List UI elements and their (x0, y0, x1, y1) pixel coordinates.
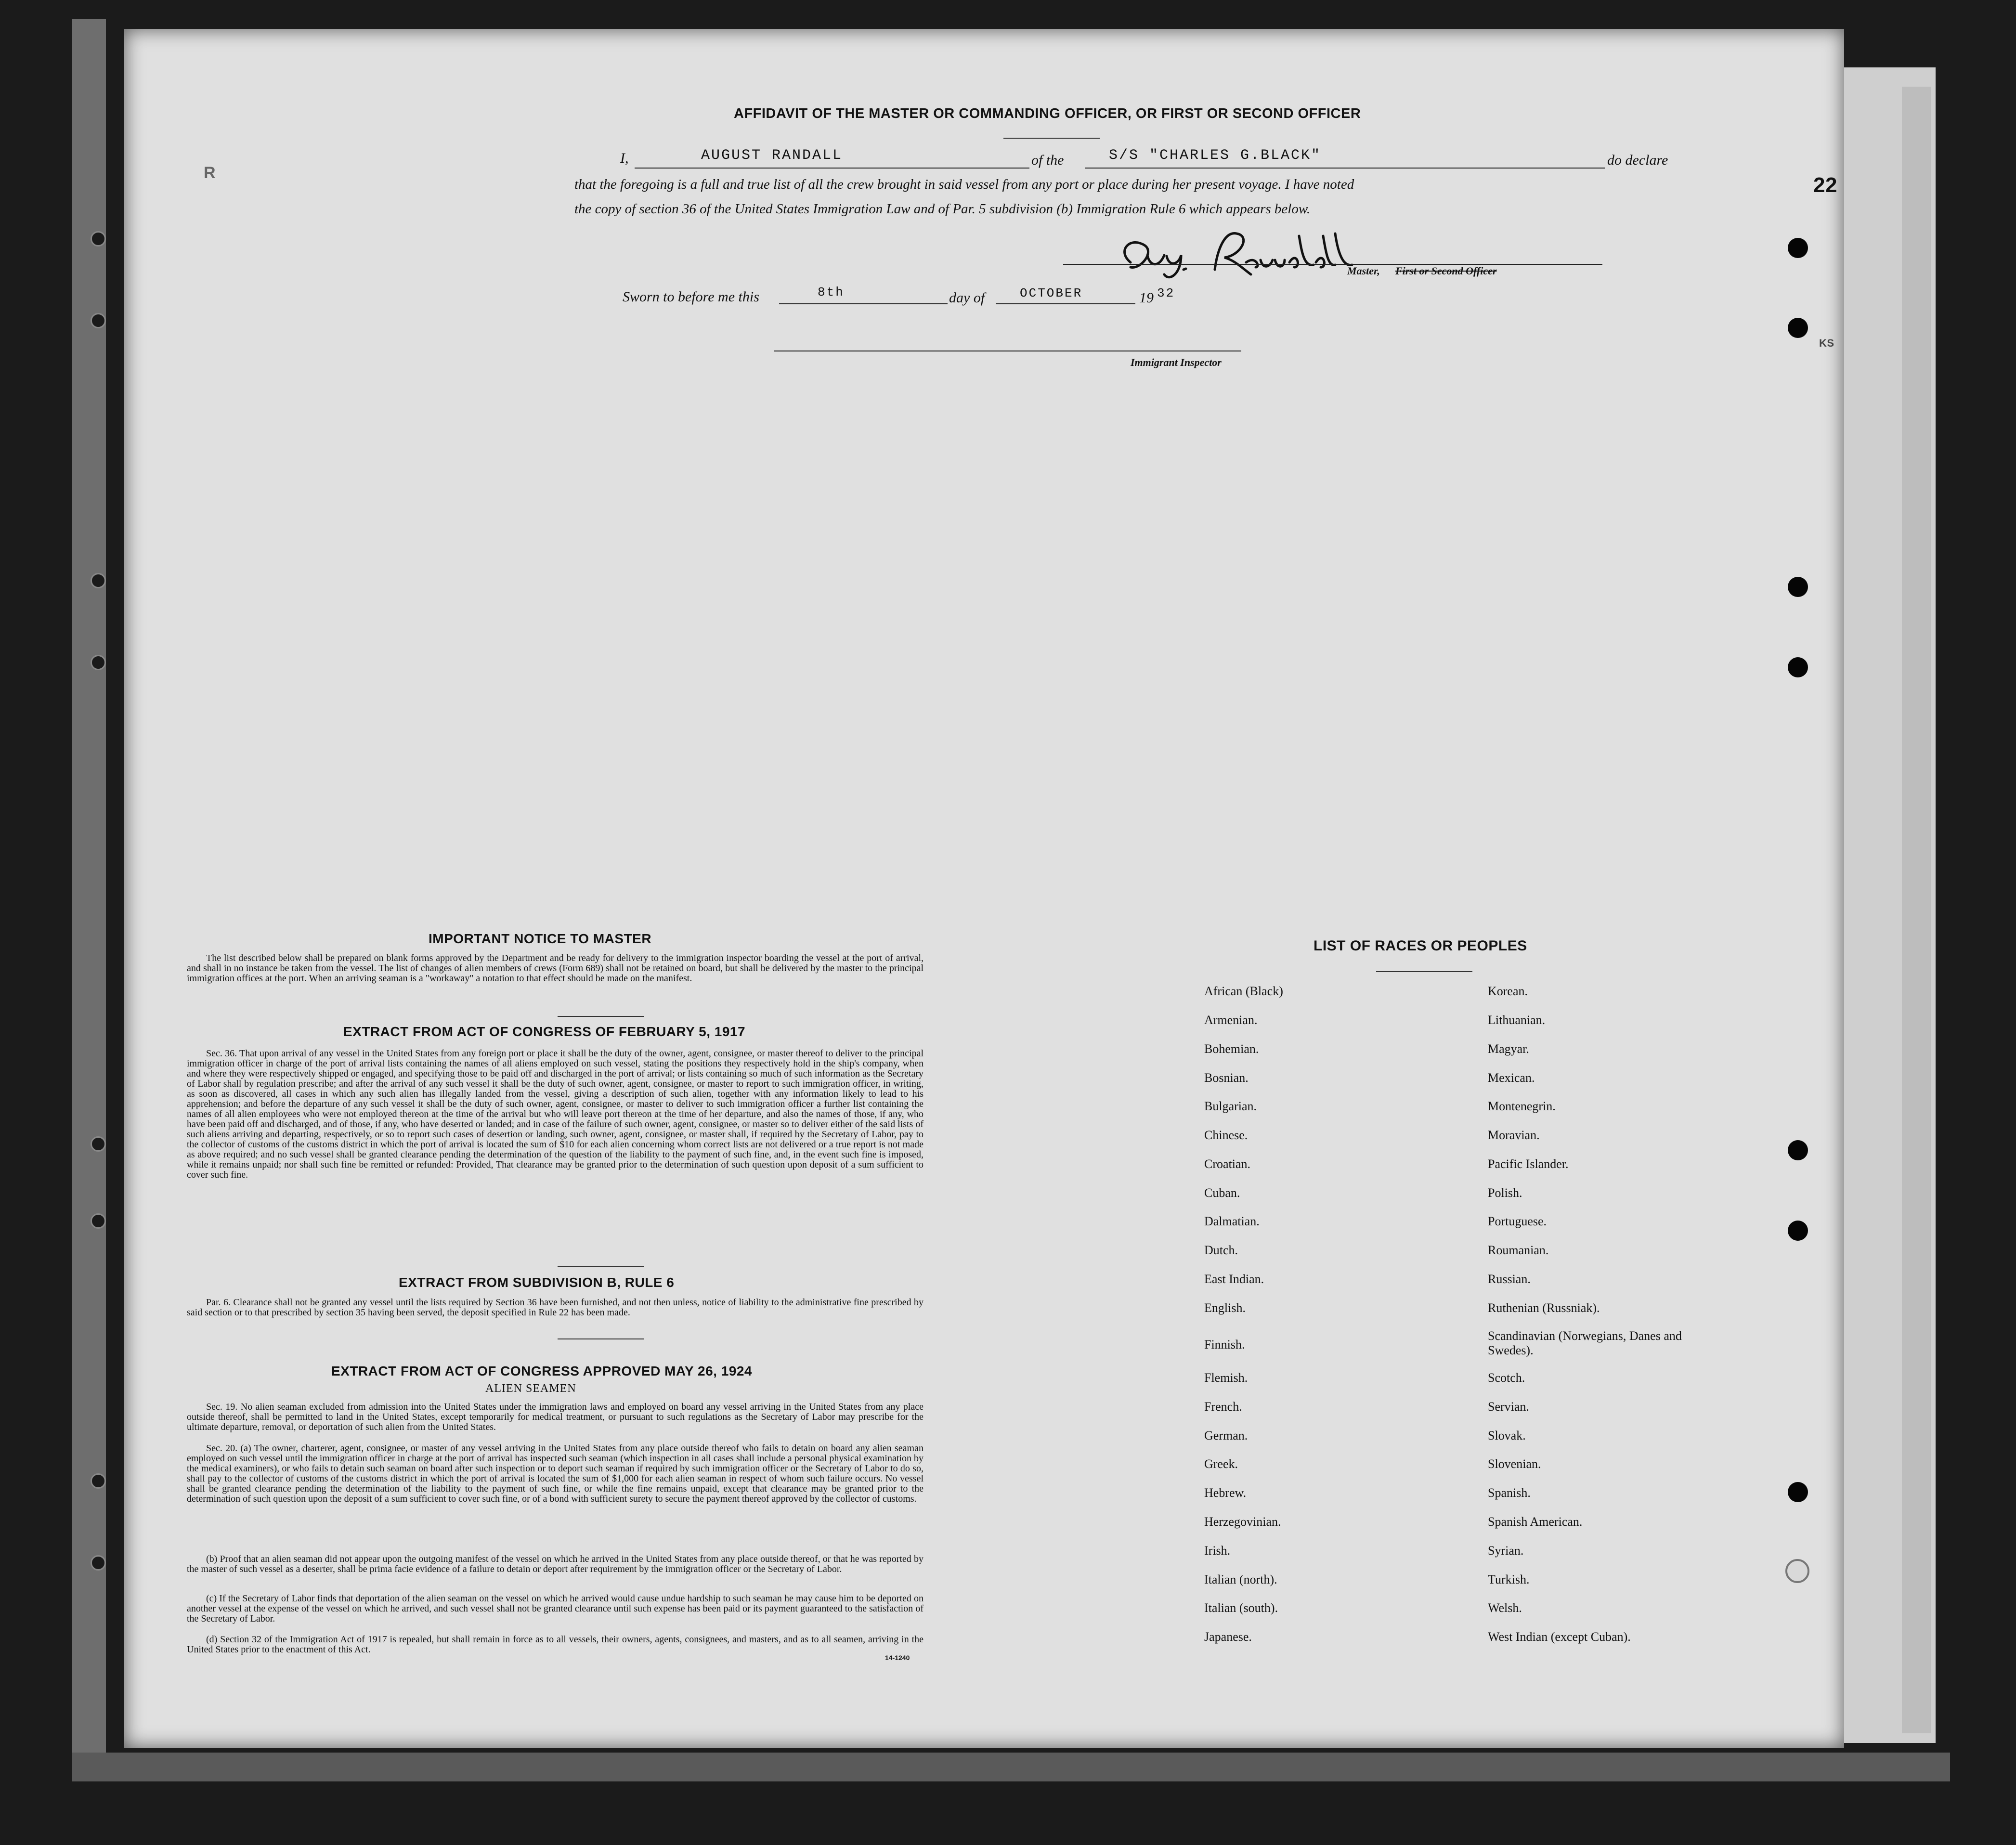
declaration-line-3: the copy of section 36 of the United States Immigration Law and of Par. 5 subdivision (b) Immigration Rule 6 which appears below. (574, 201, 1311, 217)
race-item: East Indian. (1204, 1272, 1264, 1286)
sec20b-body: (b) Proof that an alien seaman did not appear upon the outgoing manifest of the vessel on which he arrived in the United States from any place outside thereof, or that he was reported by the master of such vessel as a deserter, shall be prima facie evidence of a failure to detain or deport after requirement by the immigration officer or the Secretary of Labor. (187, 1554, 923, 1574)
declarant-prefix: I, (620, 150, 629, 166)
race-item: Servian. (1488, 1400, 1529, 1414)
day-of-label: day of (949, 290, 985, 306)
race-item: Dutch. (1204, 1243, 1238, 1257)
race-item: Scandinavian (Norwegians, Danes and Swedes). (1488, 1329, 1682, 1357)
race-item: Slovenian. (1488, 1457, 1541, 1471)
race-item: African (Black) (1204, 984, 1283, 998)
race-item: Bulgarian. (1204, 1099, 1257, 1113)
race-item: Lithuanian. (1488, 1013, 1546, 1027)
race-item: German. (1204, 1429, 1248, 1442)
race-item: Herzegovinian. (1204, 1515, 1281, 1529)
punch-hole (1788, 1482, 1808, 1502)
punch-hole (1788, 1221, 1808, 1241)
race-item: Hebrew. (1204, 1486, 1247, 1500)
signature-line (1063, 264, 1602, 265)
race-item: Korean. (1488, 984, 1528, 998)
left-margin-letter: R (204, 164, 216, 182)
sec20c-body: (c) If the Secretary of Labor finds that deportation of the alien seaman on the vessel on which he arrived would cause undue hardship to such seaman he may cause him to be deported on another vessel at the expense of the vessel on which he arrived, and such vessel shall not be granted clearance until such expense has been paid or its payment guaranteed to the satisfaction of the Secretary of Labor. (187, 1593, 923, 1624)
binder-hole (91, 231, 106, 247)
races-title: LIST OF RACES OR PEOPLES (1314, 938, 1527, 954)
binder-hole (91, 1473, 106, 1489)
punch-hole (1788, 238, 1808, 258)
race-item: Italian (south). (1204, 1601, 1278, 1615)
race-item: Armenian. (1204, 1013, 1258, 1027)
vessel-name-line (1085, 168, 1605, 169)
notice-title: IMPORTANT NOTICE TO MASTER (429, 931, 652, 946)
race-item: Greek. (1204, 1457, 1238, 1471)
race-item: Magyar. (1488, 1042, 1529, 1056)
punch-hole (1788, 577, 1808, 597)
master-signature (1111, 221, 1362, 294)
race-item: Chinese. (1204, 1128, 1248, 1142)
sworn-prefix: Sworn to before me this (623, 289, 759, 305)
race-item: Turkish. (1488, 1572, 1530, 1586)
race-item: French. (1204, 1400, 1242, 1414)
binder-hole (91, 1555, 106, 1571)
document-page (124, 29, 1844, 1748)
inspector-caption: Immigrant Inspector (1131, 356, 1222, 368)
sworn-day-line (779, 303, 948, 304)
race-item: Moravian. (1488, 1128, 1540, 1142)
master-caption: Master, (1347, 265, 1380, 277)
extract-1924-title: EXTRACT FROM ACT OF CONGRESS APPROVED MAY 26, 1924 (331, 1364, 752, 1378)
rule6-title: EXTRACT FROM SUBDIVISION B, RULE 6 (399, 1275, 675, 1290)
race-item: Croatian. (1204, 1157, 1251, 1171)
race-item: Bohemian. (1204, 1042, 1259, 1056)
race-item: Montenegrin. (1488, 1099, 1556, 1113)
notice-rule (558, 1016, 644, 1017)
race-item: West Indian (except Cuban). (1488, 1630, 1631, 1644)
sworn-month: OCTOBER (1020, 286, 1083, 300)
race-item: English. (1204, 1301, 1246, 1315)
race-item: Ruthenian (Russniak). (1488, 1301, 1600, 1315)
sec19-body: Sec. 19. No alien seaman excluded from admission into the United States under the immigration laws and employed on board any vessel arriving in the United States from any place outside thereof, shall be permitted to land in the United States, except temporarily for medical treatment, or pursuant to such regulations as the Secretary of Labor may prescribe for the ultimate departure, removal, or deportation of such alien from the United States. (187, 1402, 923, 1432)
sec20a-body: Sec. 20. (a) The owner, charterer, agent, consignee, or master of any vessel arriving in the United States from any place outside thereof who fails to detain on board any alien seaman employed on such vessel until the immigration officer in charge at the port of arrival has inspected such seaman (which inspection in all cases shall include a personal physical examination by the medical examiners), or who fails to detain such seaman on board after such inspection or to deport such seaman if required by such immigration officer or the Secretary of Labor to do so, shall pay to the collector of customs of the customs district in which the port of arrival is located the sum of $1,000 for each alien seaman in respect of whom such failure occurs. No vessel shall be granted clearance pending the determination of the liability to the payment of such fine, or while the fine remains unpaid, except that clearance may be granted prior to the determination of such question upon the deposit of a sum sufficient to cover such fine, or of a bond with sufficient surety to secure the payment thereof approved by the collector of customs. (187, 1443, 923, 1504)
punch-hole (1788, 318, 1808, 338)
race-item: Portuguese. (1488, 1214, 1547, 1228)
race-item: Flemish. (1204, 1371, 1248, 1385)
affidavit-title: AFFIDAVIT OF THE MASTER OR COMMANDING OFFICER, OR FIRST OR SECOND OFFICER (734, 106, 1361, 121)
race-item: Dalmatian. (1204, 1214, 1260, 1228)
vessel-name: S/S "CHARLES G.BLACK" (1109, 147, 1322, 164)
left-scan-edge (72, 19, 106, 1762)
races-title-rule (1376, 971, 1472, 972)
binder-hole (91, 573, 106, 588)
race-item: Irish. (1204, 1544, 1231, 1558)
race-item: Scotch. (1488, 1371, 1525, 1385)
race-item: Russian. (1488, 1272, 1531, 1286)
race-item: Bosnian. (1204, 1071, 1249, 1085)
race-item: Syrian. (1488, 1544, 1524, 1558)
year-suffix: 32 (1157, 286, 1175, 300)
form-number: 14-1240 (885, 1654, 910, 1662)
race-item: Cuban. (1204, 1186, 1240, 1200)
race-item: Pacific Islander. (1488, 1157, 1569, 1171)
race-item: Polish. (1488, 1186, 1522, 1200)
declaration-line-2: that the foregoing is a full and true list of all the crew brought in said vessel from any port or place during her present voyage. I have noted (574, 177, 1354, 192)
master-name: AUGUST RANDALL (701, 147, 843, 164)
race-item: Japanese. (1204, 1630, 1252, 1644)
punch-hole (1788, 657, 1808, 677)
punch-hole-ring (1785, 1559, 1809, 1583)
extract-1924-subtitle: ALIEN SEAMEN (485, 1382, 576, 1395)
race-item: Spanish. (1488, 1486, 1531, 1500)
of-the-label: of the (1031, 152, 1064, 168)
right-margin-fragment: KS (1819, 337, 1834, 349)
binder-hole (91, 313, 106, 328)
race-item: Finnish. (1204, 1338, 1245, 1351)
rule6-body: Par. 6. Clearance shall not be granted any vessel until the lists required by Section 36 have been furnished, and not then unless, notice of liability to the administrative fine prescribed by said section or to that prescribed by section 35 having been served, the deposit specified in Rule 22 has been made. (187, 1297, 923, 1318)
race-item: Mexican. (1488, 1071, 1535, 1085)
right-margin-number: 22 (1813, 173, 1837, 197)
race-item: Slovak. (1488, 1429, 1526, 1442)
race-item: Welsh. (1488, 1601, 1522, 1615)
do-declare-label: do declare (1607, 152, 1668, 168)
binder-hole (91, 1136, 106, 1152)
year-prefix: 19 (1139, 290, 1154, 306)
sworn-month-line (996, 303, 1135, 304)
rule6-rule (558, 1338, 644, 1339)
extract-1917-title: EXTRACT FROM ACT OF CONGRESS OF FEBRUARY 5, 1917 (343, 1024, 746, 1039)
binder-hole (91, 655, 106, 670)
race-item: Italian (north). (1204, 1572, 1277, 1586)
master-name-line (635, 168, 1029, 169)
extract-1917-rule (558, 1266, 644, 1267)
binder-hole (91, 1213, 106, 1229)
affidavit-title-rule (1003, 138, 1100, 139)
back-sheet-right-2 (1902, 87, 1931, 1733)
punch-hole (1788, 1140, 1808, 1160)
sec20d-body: (d) Section 32 of the Immigration Act of 1917 is repealed, but shall remain in force as to all vessels, their owners, agents, consignees, and masters, and as to all seamen, arriving in the United States prior to the enactment of this Act. (187, 1634, 923, 1655)
race-item: Roumanian. (1488, 1243, 1549, 1257)
race-item: Spanish American. (1488, 1515, 1583, 1529)
struck-officer-caption: First or Second Officer (1395, 265, 1497, 277)
sworn-day: 8th (818, 285, 845, 299)
extract-1917-body: Sec. 36. That upon arrival of any vessel in the United States from any foreign port or place it shall be the duty of the owner, agent, consignee, or master thereof to deliver to the principal immigration officer in charge of the port of arrival lists containing the names of all aliens employed on such vessel, stating the positions they respectively hold in the ship's company, when and where they were respectively shipped or engaged, and specifying those to be paid off and discharged in the port of arrival; or lists containing so much of such information as the Secretary of Labor shall by regulation prescribe; and after the arrival of any such vessel it shall be the duty of such owner, agent, consignee, or master to report to such immigration officer, in writing, as soon as discovered, all cases in which any such alien has illegally landed from the vessel, giving a description of such alien, together with any information likely to lead to his apprehension; and before the departure of any such vessel it shall be the duty of such owner, agent, consignee, or master to deliver to such immigration officer a further list containing the names of all alien employees who were not employed thereon at the time of the arrival but who will leave port thereon at the time of her departure, and also the names of those, if any, who have been paid off and discharged, and of those, if any, who have deserted or landed; and in case of the failure of such owner, agent, consignee, or master so to deliver either of the said lists of such aliens arriving and departing, respectively, or so to report such cases of desertion or landing, such owner, agent, consignee, or master shall, if required by the Secretary of Labor, pay to the collector of customs of the customs district in which the port of arrival is located the sum of $10 for each alien concerning whom correct lists are not delivered or a true report is not made as above required; and no such vessel shall be granted clearance pending the determination of the question of the liability to the payment of such fine, and, in the event such fine is imposed, while it remains unpaid; nor shall such fine be remitted or refunded: Provided, That clearance may be granted prior to the determination of such question upon deposit of a sum sufficient to cover such fine. (187, 1048, 923, 1180)
notice-body: The list described below shall be prepared on blank forms approved by the Department and be ready for delivery to the immigration inspector boarding the vessel at the port of arrival, and shall in no instance be taken from the vessel. The list of changes of alien members of crews (Form 689) shall not be retained on board, but shall be delivered by the master to the principal immigration offices at the port. When an arriving seaman is a "workaway" a notation to that effect should be made on the manifest. (187, 953, 923, 984)
bottom-scan-edge (72, 1753, 1950, 1781)
